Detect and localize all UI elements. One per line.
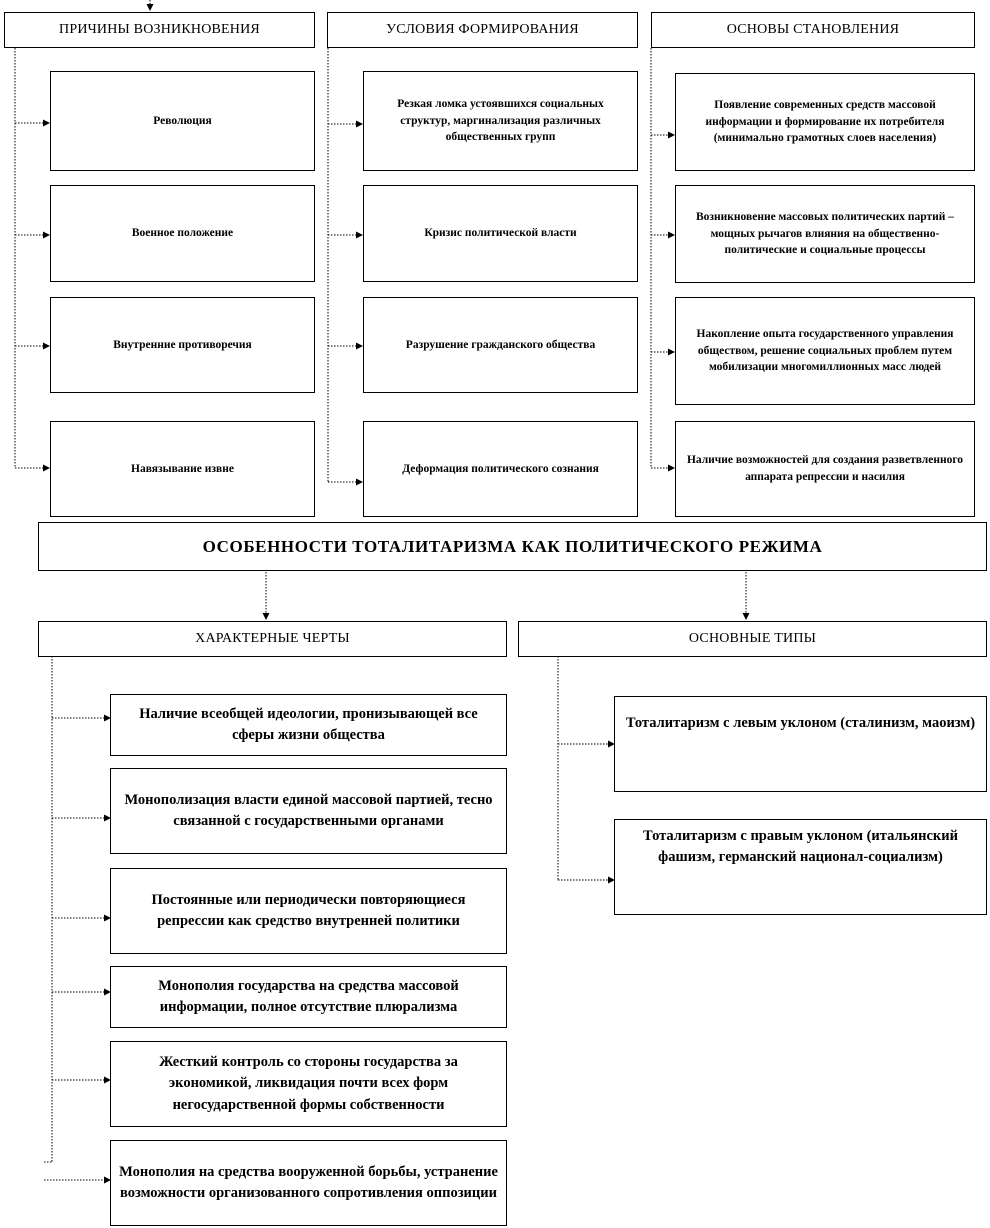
feature-item: Монополия государства на средства массовой информации, полное отсутствие плюрализма [110, 966, 507, 1028]
condition-item: Резкая ломка устоявшихся социальных структур, маргинализация различных общественных групп [363, 71, 638, 171]
cause-item: Революция [50, 71, 315, 171]
cause-item: Навязывание извне [50, 421, 315, 517]
feature-item: Монополизация власти единой массовой партией, тесно связанной с государственными органами [110, 768, 507, 854]
cause-item: Внутренние противоречия [50, 297, 315, 393]
header-causes: ПРИЧИНЫ ВОЗНИКНОВЕНИЯ [4, 12, 315, 48]
type-item: Тоталитаризм с правым уклоном (итальянский фашизм, германский национал-социализм) [614, 819, 987, 915]
foundation-item: Возникновение массовых политических партий – мощных рычагов влияния на общественно-политические и социальные процессы [675, 185, 975, 283]
header-features: ХАРАКТЕРНЫЕ ЧЕРТЫ [38, 621, 507, 657]
foundation-item: Появление современных средств массовой информации и формирование их потребителя (минимально грамотных слоев населения) [675, 73, 975, 171]
header-foundations: ОСНОВЫ СТАНОВЛЕНИЯ [651, 12, 975, 48]
feature-item: Постоянные или периодически повторяющиеся репрессии как средство внутренней политики [110, 868, 507, 954]
type-item: Тоталитаризм с левым уклоном (сталинизм, маоизм) [614, 696, 987, 792]
feature-item: Монополия на средства вооруженной борьбы, устранение возможности организованного сопротивления оппозиции [110, 1140, 507, 1226]
cause-item: Военное положение [50, 185, 315, 282]
header-conditions: УСЛОВИЯ ФОРМИРОВАНИЯ [327, 12, 638, 48]
condition-item: Кризис политической власти [363, 185, 638, 282]
header-types: ОСНОВНЫЕ ТИПЫ [518, 621, 987, 657]
condition-item: Деформация политического сознания [363, 421, 638, 517]
feature-item: Наличие всеобщей идеологии, пронизывающей все сферы жизни общества [110, 694, 507, 756]
foundation-item: Накопление опыта государственного управления обществом, решение социальных проблем путем мобилизации многомиллионных масс людей [675, 297, 975, 405]
main-title: ОСОБЕННОСТИ ТОТАЛИТАРИЗМА КАК ПОЛИТИЧЕСКОГО РЕЖИМА [38, 522, 987, 571]
condition-item: Разрушение гражданского общества [363, 297, 638, 393]
foundation-item: Наличие возможностей для создания разветвленного аппарата репрессии и насилия [675, 421, 975, 517]
feature-item: Жесткий контроль со стороны государства за экономикой, ликвидация почти всех форм негосударственной формы собственности [110, 1041, 507, 1127]
